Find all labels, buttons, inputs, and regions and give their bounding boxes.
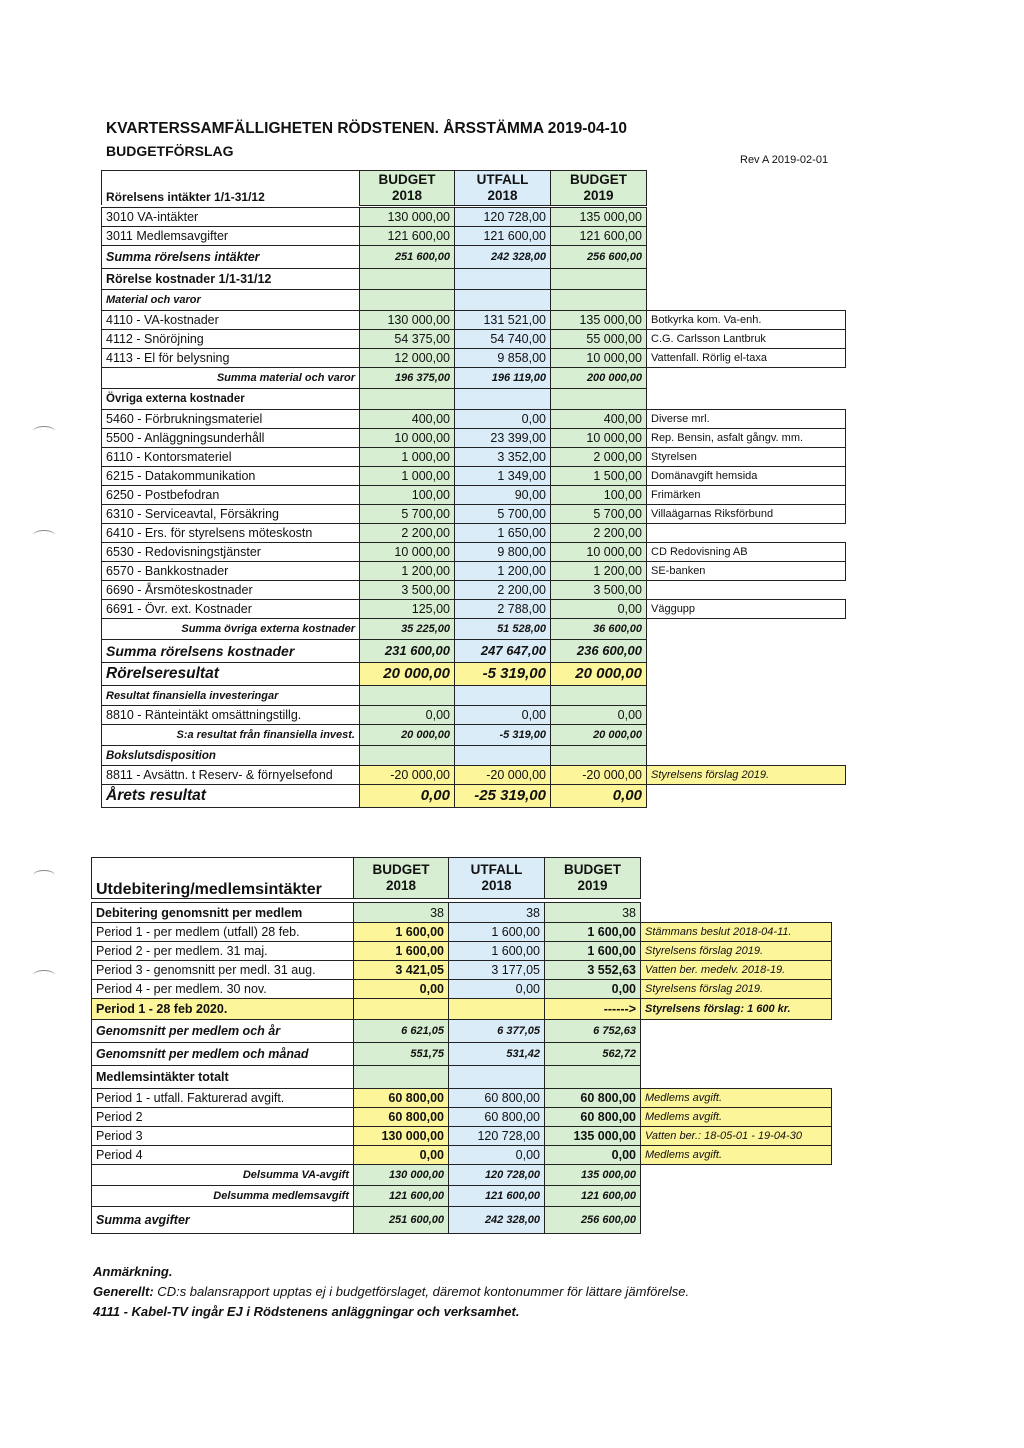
budget-row	[102, 246, 846, 269]
budget-row-label: 6410 - Ers. för styrelsens möteskostn	[102, 524, 360, 543]
budget-cell-budget-2019: 3 500,00	[551, 581, 647, 600]
budget-cell-utfall-2018: 2 200,00	[455, 581, 551, 600]
debit-row	[92, 1020, 832, 1043]
debit-row-note: Styrelsens förslag: 1 600 kr.	[641, 999, 832, 1020]
budget-row	[102, 269, 846, 290]
budget-row	[102, 686, 846, 706]
debit-cell-utfall-2018: 0,00	[449, 1146, 545, 1165]
debit-row-label: Period 2 - per medlem. 31 maj.	[92, 942, 354, 961]
debit-cell-budget-2019: 0,00	[545, 980, 641, 999]
budget-row-label: Bokslutsdisposition	[102, 746, 360, 766]
budget-row	[102, 290, 846, 311]
debit-row	[92, 1066, 832, 1089]
budget-cell-budget-2018: 196 375,00	[360, 368, 455, 389]
debit-cell-budget-2018: 551,75	[354, 1043, 449, 1066]
budget-cell-budget-2018: 20 000,00	[360, 663, 455, 686]
debit-cell-budget-2018: 251 600,00	[354, 1207, 449, 1234]
budget-cell-utfall-2018	[455, 290, 551, 311]
budget-cell-budget-2018: 231 600,00	[360, 640, 455, 663]
budget-row-label: 6570 - Bankkostnader	[102, 562, 360, 581]
budget-cell-budget-2019: 236 600,00	[551, 640, 647, 663]
budget-row	[102, 349, 846, 368]
budget-row	[102, 562, 846, 581]
budget-cell-budget-2018	[360, 389, 455, 410]
budget-row-note: C.G. Carlsson Lantbruk	[647, 330, 846, 349]
budget-cell-budget-2019: 10 000,00	[551, 349, 647, 368]
debit-cell-budget-2018: 1 600,00	[354, 942, 449, 961]
budget-row-label: S:a resultat från finansiella invest.	[102, 725, 360, 746]
debit-row	[92, 1146, 832, 1165]
debit-cell-utfall-2018: 0,00	[449, 980, 545, 999]
debit-cell-utfall-2018: 1 600,00	[449, 923, 545, 942]
budget-cell-budget-2018: 130 000,00	[360, 311, 455, 330]
budget-table	[101, 170, 846, 206]
budget-cell-utfall-2018	[455, 746, 551, 766]
budget-cell-budget-2019: 36 600,00	[551, 619, 647, 640]
budget-cell-budget-2018: 20 000,00	[360, 725, 455, 746]
budget-cell-budget-2019: 5 700,00	[551, 505, 647, 524]
debit-cell-utfall-2018: 38	[449, 903, 545, 923]
debit-cell-budget-2019: 3 552,63	[545, 961, 641, 980]
debit-cell-budget-2018: 0,00	[354, 1146, 449, 1165]
debit-row-note: Styrelsens förslag 2019.	[641, 942, 832, 961]
budget-cell-budget-2019: 200 000,00	[551, 368, 647, 389]
budget-row-note: SE-banken	[647, 562, 846, 581]
budget-row-label: 5460 - Förbrukningsmateriel	[102, 410, 360, 429]
budget-cell-budget-2019: 55 000,00	[551, 330, 647, 349]
budget-row	[102, 486, 846, 505]
budget-cell-budget-2019	[551, 290, 647, 311]
col-header-budget-2018: BUDGET 2018	[354, 858, 449, 899]
col-header-budget-2019: BUDGET 2019	[545, 858, 641, 899]
debit-cell-utfall-2018: 6 377,05	[449, 1020, 545, 1043]
debit-row	[92, 1089, 832, 1108]
budget-cell-budget-2018: 251 600,00	[360, 246, 455, 269]
budget-cell-budget-2018: 5 700,00	[360, 505, 455, 524]
budget-cell-budget-2019	[551, 686, 647, 706]
budget-cell-budget-2019: 0,00	[551, 600, 647, 619]
debit-row-label: Delsumma VA-avgift	[92, 1165, 354, 1186]
budget-cell-budget-2019: 1 200,00	[551, 562, 647, 581]
budget-section-intakter-label: Rörelsens intäkter 1/1-31/12	[102, 171, 360, 206]
budget-cell-utfall-2018: 2 788,00	[455, 600, 551, 619]
debit-table	[91, 857, 832, 899]
punch-hole-mark	[33, 426, 55, 437]
budget-row	[102, 505, 846, 524]
budget-row-label: 8810 - Ränteintäkt omsättningstillg.	[102, 706, 360, 725]
budget-row	[102, 410, 846, 429]
budget-cell-budget-2019: 10 000,00	[551, 429, 647, 448]
debit-cell-utfall-2018	[449, 1066, 545, 1089]
budget-row-label: 6310 - Serviceavtal, Försäkring	[102, 505, 360, 524]
budget-cell-budget-2018: 125,00	[360, 600, 455, 619]
punch-hole-mark	[33, 870, 55, 881]
budget-cell-utfall-2018: -25 319,00	[455, 785, 551, 808]
debit-row	[92, 1207, 832, 1234]
debit-cell-budget-2018: 1 600,00	[354, 923, 449, 942]
budget-cell-utfall-2018: -5 319,00	[455, 725, 551, 746]
budget-row-label: 8811 - Avsättn. t Reserv- & förnyelsefond	[102, 766, 360, 785]
budget-cell-budget-2018: 1 200,00	[360, 562, 455, 581]
budget-cell-budget-2019: 2 200,00	[551, 524, 647, 543]
debit-row	[92, 1165, 832, 1186]
debit-row-label: Genomsnitt per medlem och år	[92, 1020, 354, 1043]
debit-row	[92, 903, 832, 923]
notes-section	[93, 1262, 689, 1322]
budget-row-label: Summa material och varor	[102, 368, 360, 389]
debit-row-label: Period 3 - genomsnitt per medl. 31 aug.	[92, 961, 354, 980]
budget-cell-budget-2018	[360, 290, 455, 311]
budget-cell-budget-2018: 2 200,00	[360, 524, 455, 543]
debit-cell-budget-2019: 256 600,00	[545, 1207, 641, 1234]
budget-row	[102, 725, 846, 746]
debit-cell-utfall-2018: 531,42	[449, 1043, 545, 1066]
budget-cell-utfall-2018: 90,00	[455, 486, 551, 505]
debit-row	[92, 942, 832, 961]
budget-cell-budget-2018: 100,00	[360, 486, 455, 505]
debit-header-row	[92, 858, 832, 899]
debit-row-note: Styrelsens förslag 2019.	[641, 980, 832, 999]
debit-cell-budget-2018	[354, 999, 449, 1020]
debit-row-label: Period 4	[92, 1146, 354, 1165]
budget-cell-utfall-2018: 1 200,00	[455, 562, 551, 581]
debit-row-label: Genomsnitt per medlem och månad	[92, 1043, 354, 1066]
document-subtitle: BUDGETFÖRSLAG	[106, 143, 234, 159]
budget-cell-utfall-2018: 1 349,00	[455, 467, 551, 486]
budget-cell-budget-2018: 0,00	[360, 706, 455, 725]
debit-cell-utfall-2018: 120 728,00	[449, 1165, 545, 1186]
budget-cell-utfall-2018	[455, 686, 551, 706]
budget-cell-budget-2019: 20 000,00	[551, 663, 647, 686]
budget-cell-budget-2019: 135 000,00	[551, 311, 647, 330]
budget-cell-budget-2019	[551, 269, 647, 290]
debit-cell-utfall-2018: 60 800,00	[449, 1108, 545, 1127]
budget-cell-budget-2018: 10 000,00	[360, 429, 455, 448]
budget-cell-utfall-2018: -20 000,00	[455, 766, 551, 785]
budget-row-label: 6690 - Årsmöteskostnader	[102, 581, 360, 600]
debit-cell-budget-2018: 6 621,05	[354, 1020, 449, 1043]
budget-cell-budget-2019: 121 600,00	[551, 227, 647, 246]
debit-cell-budget-2019: 135 000,00	[545, 1165, 641, 1186]
budget-row-label: 6110 - Kontorsmateriel	[102, 448, 360, 467]
debit-cell-budget-2018: 60 800,00	[354, 1089, 449, 1108]
debit-row-label: Period 2	[92, 1108, 354, 1127]
budget-row	[102, 706, 846, 725]
budget-row-label: Årets resultat	[102, 785, 360, 808]
budget-row-note: Styrelsens förslag 2019.	[647, 766, 846, 785]
budget-cell-budget-2019	[551, 746, 647, 766]
budget-row-label: 4112 - Snöröjning	[102, 330, 360, 349]
budget-row-label: 6530 - Redovisningstjänster	[102, 543, 360, 562]
debit-cell-budget-2018: 60 800,00	[354, 1108, 449, 1127]
budget-cell-utfall-2018: -5 319,00	[455, 663, 551, 686]
debit-row-label: Period 1 - utfall. Fakturerad avgift.	[92, 1089, 354, 1108]
punch-hole-mark	[33, 970, 55, 981]
budget-row-label: Rörelseresultat	[102, 663, 360, 686]
budget-row	[102, 467, 846, 486]
budget-row-note: Väggupp	[647, 600, 846, 619]
debit-row	[92, 1108, 832, 1127]
budget-row	[102, 330, 846, 349]
budget-cell-budget-2019: 0,00	[551, 785, 647, 808]
budget-row-label: Resultat finansiella investeringar	[102, 686, 360, 706]
budget-cell-utfall-2018: 54 740,00	[455, 330, 551, 349]
budget-cell-utfall-2018: 0,00	[455, 410, 551, 429]
budget-row-label: 3010 VA-intäkter	[102, 208, 360, 227]
debit-cell-budget-2019: ------>	[545, 999, 641, 1020]
debit-row-label: Medlemsintäkter totalt	[92, 1066, 354, 1089]
debit-cell-utfall-2018: 242 328,00	[449, 1207, 545, 1234]
budget-cell-utfall-2018: 3 352,00	[455, 448, 551, 467]
debit-cell-utfall-2018: 3 177,05	[449, 961, 545, 980]
budget-row	[102, 785, 846, 808]
budget-cell-budget-2019: 1 500,00	[551, 467, 647, 486]
debit-cell-budget-2019: 60 800,00	[545, 1108, 641, 1127]
budget-cell-budget-2018	[360, 686, 455, 706]
debit-row-note: Medlems avgift.	[641, 1089, 832, 1108]
budget-cell-budget-2019	[551, 389, 647, 410]
budget-cell-utfall-2018: 120 728,00	[455, 208, 551, 227]
debit-row	[92, 923, 832, 942]
debit-cell-budget-2019: 0,00	[545, 1146, 641, 1165]
budget-row	[102, 389, 846, 410]
col-header-budget-2018: BUDGET 2018	[360, 171, 455, 206]
budget-cell-budget-2018: -20 000,00	[360, 766, 455, 785]
budget-cell-utfall-2018: 23 399,00	[455, 429, 551, 448]
budget-row-label: Summa övriga externa kostnader	[102, 619, 360, 640]
budget-row-note: Vattenfall. Rörlig el-taxa	[647, 349, 846, 368]
budget-cell-utfall-2018: 5 700,00	[455, 505, 551, 524]
budget-row-label: 6250 - Postbefodran	[102, 486, 360, 505]
budget-cell-budget-2018: 130 000,00	[360, 208, 455, 227]
budget-cell-utfall-2018: 9 800,00	[455, 543, 551, 562]
budget-row	[102, 600, 846, 619]
budget-row-note: Frimärken	[647, 486, 846, 505]
budget-cell-budget-2019: -20 000,00	[551, 766, 647, 785]
budget-row-label: Övriga externa kostnader	[102, 389, 360, 410]
budget-cell-utfall-2018: 121 600,00	[455, 227, 551, 246]
debit-cell-budget-2019: 38	[545, 903, 641, 923]
budget-cell-budget-2018: 0,00	[360, 785, 455, 808]
budget-row	[102, 448, 846, 467]
debit-cell-budget-2019: 1 600,00	[545, 942, 641, 961]
debit-cell-budget-2019: 60 800,00	[545, 1089, 641, 1108]
budget-cell-budget-2018	[360, 269, 455, 290]
budget-row-label: Summa rörelsens kostnader	[102, 640, 360, 663]
budget-row-note: Diverse mrl.	[647, 410, 846, 429]
budget-row	[102, 619, 846, 640]
budget-cell-utfall-2018: 1 650,00	[455, 524, 551, 543]
notes-line-general: Generellt: CD:s balansrapport upptas ej i budgetförslaget, däremot kontonummer för lättare jämförelse.	[93, 1284, 690, 1299]
debit-row-label: Period 4 - per medlem. 30 nov.	[92, 980, 354, 999]
budget-cell-utfall-2018: 0,00	[455, 706, 551, 725]
budget-row-note: Botkyrka kom. Va-enh.	[647, 311, 846, 330]
budget-cell-budget-2018	[360, 746, 455, 766]
revision-label: Rev A 2019-02-01	[740, 154, 829, 166]
budget-row	[102, 766, 846, 785]
budget-row	[102, 311, 846, 330]
document-title: KVARTERSSAMFÄLLIGHETEN RÖDSTENEN. ÅRSSTÄMMA 2019-04-10	[106, 120, 628, 137]
debit-title: Utdebitering/medlemsintäkter	[92, 858, 354, 899]
budget-cell-budget-2018: 1 000,00	[360, 467, 455, 486]
budget-row-note: Villaägarnas Riksförbund	[647, 505, 846, 524]
debit-row	[92, 1043, 832, 1066]
debit-cell-budget-2018: 130 000,00	[354, 1165, 449, 1186]
budget-row-note: Styrelsen	[647, 448, 846, 467]
debit-body-table	[91, 902, 832, 1234]
notes-line-kabel-tv: 4111 - Kabel-TV ingår EJ i Rödstenens anläggningar och verksamhet.	[93, 1304, 520, 1319]
budget-cell-budget-2019: 20 000,00	[551, 725, 647, 746]
debit-row-note: Vatten ber. medelv. 2018-19.	[641, 961, 832, 980]
budget-cell-budget-2018: 10 000,00	[360, 543, 455, 562]
budget-cell-budget-2019: 0,00	[551, 706, 647, 725]
debit-cell-utfall-2018: 1 600,00	[449, 942, 545, 961]
debit-row-label: Delsumma medlemsavgift	[92, 1186, 354, 1207]
budget-row-note: Domänavgift hemsida	[647, 467, 846, 486]
budget-cell-utfall-2018: 51 528,00	[455, 619, 551, 640]
debit-row	[92, 1186, 832, 1207]
debit-cell-budget-2019: 6 752,63	[545, 1020, 641, 1043]
budget-row	[102, 663, 846, 686]
budget-cell-budget-2019: 400,00	[551, 410, 647, 429]
debit-cell-budget-2018	[354, 1066, 449, 1089]
debit-cell-utfall-2018: 60 800,00	[449, 1089, 545, 1108]
debit-cell-budget-2018: 38	[354, 903, 449, 923]
budget-row	[102, 524, 846, 543]
budget-row-label: Rörelse kostnader 1/1-31/12	[102, 269, 360, 290]
budget-cell-utfall-2018	[455, 269, 551, 290]
budget-cell-budget-2019: 10 000,00	[551, 543, 647, 562]
debit-row-note: Medlems avgift.	[641, 1108, 832, 1127]
debit-row-label: Debitering genomsnitt per medlem	[92, 903, 354, 923]
col-header-utfall-2018: UTFALL 2018	[449, 858, 545, 899]
debit-row	[92, 1127, 832, 1146]
debit-row	[92, 980, 832, 999]
debit-cell-budget-2018: 3 421,05	[354, 961, 449, 980]
budget-cell-budget-2018: 54 375,00	[360, 330, 455, 349]
debit-cell-budget-2018: 0,00	[354, 980, 449, 999]
budget-row-label: 4113 - El för belysning	[102, 349, 360, 368]
budget-row-label: Summa rörelsens intäkter	[102, 246, 360, 269]
budget-row	[102, 368, 846, 389]
budget-cell-utfall-2018: 247 647,00	[455, 640, 551, 663]
budget-cell-budget-2019: 2 000,00	[551, 448, 647, 467]
debit-cell-budget-2018: 130 000,00	[354, 1127, 449, 1146]
budget-cell-utfall-2018: 196 119,00	[455, 368, 551, 389]
budget-row	[102, 640, 846, 663]
budget-row-label: 3011 Medlemsavgifter	[102, 227, 360, 246]
debit-cell-utfall-2018: 121 600,00	[449, 1186, 545, 1207]
punch-hole-mark	[33, 530, 55, 541]
debit-cell-budget-2019: 562,72	[545, 1043, 641, 1066]
budget-cell-budget-2018: 121 600,00	[360, 227, 455, 246]
budget-row-label: 4110 - VA-kostnader	[102, 311, 360, 330]
budget-row-label: 5500 - Anläggningsunderhåll	[102, 429, 360, 448]
budget-cell-budget-2018: 35 225,00	[360, 619, 455, 640]
budget-row	[102, 227, 846, 246]
budget-row-label: Material och varor	[102, 290, 360, 311]
budget-cell-utfall-2018: 131 521,00	[455, 311, 551, 330]
budget-cell-budget-2018: 3 500,00	[360, 581, 455, 600]
debit-cell-utfall-2018	[449, 999, 545, 1020]
debit-row-label: Period 1 - per medlem (utfall) 28 feb.	[92, 923, 354, 942]
budget-cell-budget-2018: 12 000,00	[360, 349, 455, 368]
budget-row	[102, 429, 846, 448]
debit-row	[92, 961, 832, 980]
col-header-utfall-2018: UTFALL 2018	[455, 171, 551, 206]
budget-cell-budget-2018: 400,00	[360, 410, 455, 429]
debit-cell-budget-2019: 121 600,00	[545, 1186, 641, 1207]
budget-cell-budget-2018: 1 000,00	[360, 448, 455, 467]
budget-cell-budget-2019: 135 000,00	[551, 208, 647, 227]
budget-row	[102, 581, 846, 600]
budget-row	[102, 208, 846, 227]
debit-row-note: Stämmans beslut 2018-04-11.	[641, 923, 832, 942]
budget-header-row	[102, 171, 846, 206]
debit-row-note: Vatten ber.: 18-05-01 - 19-04-30	[641, 1127, 832, 1146]
budget-cell-budget-2019: 256 600,00	[551, 246, 647, 269]
budget-cell-utfall-2018	[455, 389, 551, 410]
budget-row-note: CD Redovisning AB	[647, 543, 846, 562]
budget-cell-utfall-2018: 242 328,00	[455, 246, 551, 269]
budget-row	[102, 746, 846, 766]
debit-row-note: Medlems avgift.	[641, 1146, 832, 1165]
budget-cell-utfall-2018: 9 858,00	[455, 349, 551, 368]
debit-cell-budget-2019: 1 600,00	[545, 923, 641, 942]
budget-row-label: 6691 - Övr. ext. Kostnader	[102, 600, 360, 619]
debit-cell-utfall-2018: 120 728,00	[449, 1127, 545, 1146]
debit-cell-budget-2019	[545, 1066, 641, 1089]
debit-row-label: Period 1 - 28 feb 2020.	[92, 999, 354, 1020]
debit-row-label: Summa avgifter	[92, 1207, 354, 1234]
budget-row-label: 6215 - Datakommunikation	[102, 467, 360, 486]
budget-cell-budget-2019: 100,00	[551, 486, 647, 505]
debit-row-label: Period 3	[92, 1127, 354, 1146]
budget-row-note: Rep. Bensin, asfalt gångv. mm.	[647, 429, 846, 448]
notes-heading: Anmärkning.	[93, 1264, 173, 1279]
debit-cell-budget-2019: 135 000,00	[545, 1127, 641, 1146]
debit-row	[92, 999, 832, 1020]
budget-body-table	[101, 207, 846, 808]
col-header-budget-2019: BUDGET 2019	[551, 171, 647, 206]
budget-row	[102, 543, 846, 562]
debit-cell-budget-2018: 121 600,00	[354, 1186, 449, 1207]
